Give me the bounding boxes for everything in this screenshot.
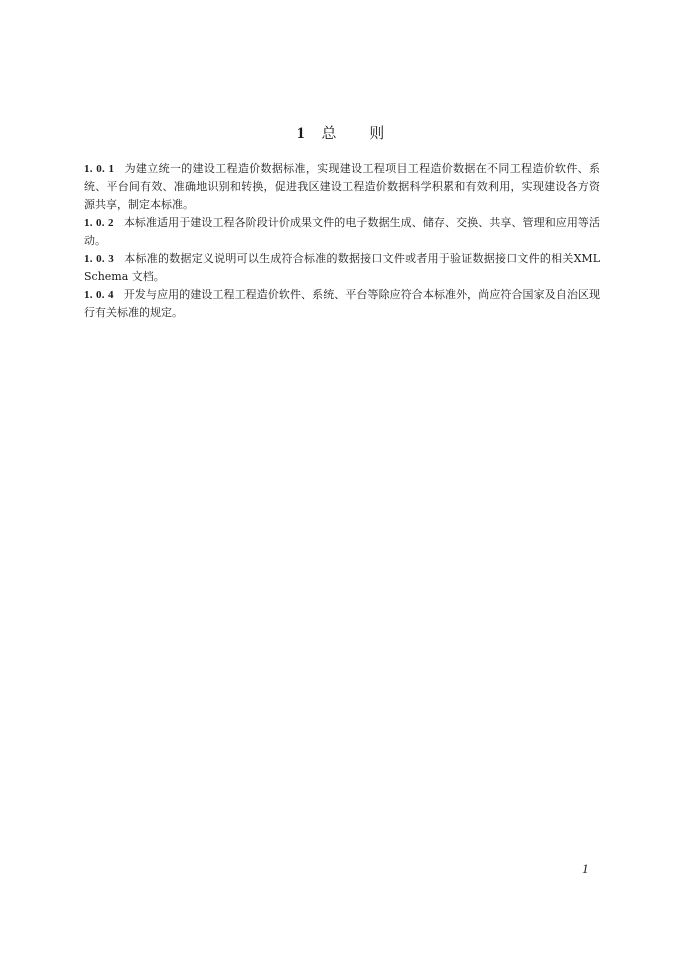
clause-text: 为建立统一的建设工程造价数据标准，实现建设工程项目工程造价数据在不同工程造价软件、系统、平台间有效、准确地识别和转换，促进我区建设工程造价数据科学积累和有效利用，实现建设各方资源共享，制定本标准。: [84, 162, 600, 211]
clause-1-0-4: [84, 286, 600, 322]
chapter-title: [0, 122, 681, 143]
clause-1-0-2: [84, 214, 600, 250]
page-number: 1: [582, 861, 589, 876]
clause-1-0-3: [84, 250, 600, 286]
clause-number: 1. 0. 1: [84, 163, 115, 175]
clause-number: 1. 0. 3: [84, 253, 115, 265]
chapter-number: 1: [296, 125, 305, 142]
clause-text: 本标准的数据定义说明可以生成符合标准的数据接口文件或者用于验证数据接口文件的相关XML Schema 文档。: [84, 252, 600, 283]
clause-text: 本标准适用于建设工程各阶段计价成果文件的电子数据生成、储存、交换、共享、管理和应用等活动。: [84, 216, 601, 247]
clause-number: 1. 0. 2: [84, 217, 114, 229]
chapter-title-word-1: 总: [321, 124, 337, 142]
chapter-title-word-2: 则: [369, 124, 385, 142]
chapter-body: [84, 160, 600, 322]
clause-number: 1. 0. 4: [84, 289, 114, 301]
clause-text: 开发与应用的建设工程工程造价软件、系统、平台等除应符合本标准外，尚应符合国家及自治区现行有关标准的规定。: [84, 288, 601, 319]
clause-1-0-1: [84, 160, 600, 214]
